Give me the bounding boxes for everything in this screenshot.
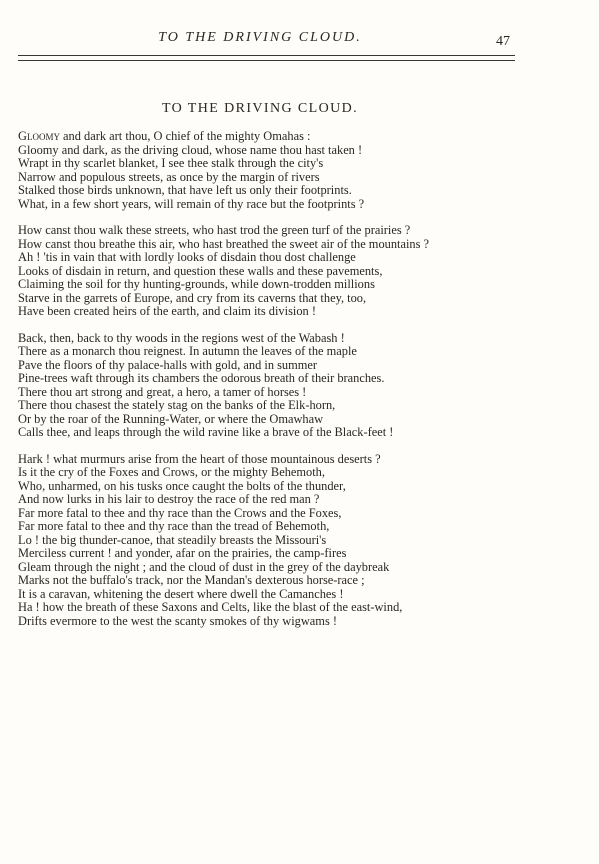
running-title: TO THE DRIVING CLOUD. — [158, 30, 362, 45]
poem-line: Drifts evermore to the west the scanty smokes of thy wigwams ! — [18, 613, 337, 628]
poem-line: How canst thou walk these streets, who hast trod the green turf of the prairies ? — [18, 223, 411, 237]
poem-line: Pave the floors of thy palace-halls with gold, and in summer — [18, 357, 318, 372]
poem-line: Narrow and populous streets, as once by the margin of rivers — [18, 169, 320, 184]
poem-line: Ha ! how the breath of these Saxons and Celts, like the blast of the east-wind, — [18, 600, 403, 614]
poem-line: Calls thee, and leaps through the wild ravine like a brave of the Black-feet ! — [18, 425, 394, 439]
page-number: 47 — [496, 34, 510, 49]
poem-line: There as a monarch thou reignest. In autumn the leaves of the maple — [18, 344, 357, 358]
poem-line: Ah ! 'tis in vain that with lordly looks of disdain thou dost challenge — [18, 250, 356, 264]
poem-line-opening — [18, 130, 516, 144]
poem-line: There thou art strong and great, a hero, a tamer of horses ! — [18, 384, 307, 399]
poem-line: How canst thou breathe this air, who hast breathed the sweet air of the mountains ? — [18, 236, 430, 251]
poem-line: Starve in the garrets of Europe, and cry from its caverns that they, too, — [18, 290, 367, 305]
header-rule-top — [18, 55, 515, 56]
poem-line: What, in a few short years, will remain of thy race but the footprints ? — [18, 196, 365, 211]
poem-line: Back, then, back to thy woods in the regions west of the Wabash ! — [18, 330, 345, 345]
stanza-2 — [18, 224, 516, 319]
poem-body — [18, 130, 516, 628]
poem-line: Is it the cry of the Foxes and Crows, or the mighty Behemoth, — [18, 465, 325, 479]
header-rule-bottom — [18, 60, 515, 61]
stanza-3 — [18, 332, 516, 440]
running-head — [0, 30, 599, 52]
opening-line-text: and dark art thou, O chief of the mighty Omahas : — [59, 129, 311, 143]
poem-line: Have been created heirs of the earth, and claim its division ! — [18, 304, 316, 318]
stanza-4 — [18, 453, 516, 629]
poem-line: Hark ! what murmurs arise from the heart of those mountainous deserts ? — [18, 451, 381, 466]
poem-line: Gleam through the night ; and the cloud of dust in the grey of the daybreak — [18, 559, 390, 574]
poem-line: There thou chasest the stately stag on the banks of the Elk-horn, — [18, 398, 336, 412]
poem-line: It is a caravan, whitening the desert where dwell the Camanches ! — [18, 586, 344, 601]
poem-line: Pine-trees waft through its chambers the odorous breath of their branches. — [18, 371, 385, 385]
poem-line: Merciless current ! and yonder, afar on the prairies, the camp-fires — [18, 546, 347, 560]
poem-line: Wrapt in thy scarlet blanket, I see thee stalk through the city's — [18, 156, 324, 170]
initial-word: Gloomy — [18, 129, 60, 143]
poem-line: Claiming the soil for thy hunting-grounds, while down-trodden millions — [18, 277, 375, 291]
poem-title: TO THE DRIVING CLOUD. — [161, 101, 359, 116]
poem-line: Who, unharmed, on his tusks once caught the bolts of the thunder, — [18, 478, 346, 493]
poem-line: Gloomy and dark, as the driving cloud, whose name thou hast taken ! — [18, 142, 363, 157]
poem-line: Stalked those birds unknown, that have left us only their footprints. — [18, 183, 352, 197]
stanza-1 — [18, 130, 516, 211]
poem-line: Far more fatal to thee and thy race than the tread of Behemoth, — [18, 519, 330, 533]
poem-line: Marks not the buffalo's track, nor the Mandan's dexterous horse-race ; — [18, 573, 365, 587]
poem-line: Far more fatal to thee and thy race than the Crows and the Foxes, — [18, 505, 342, 520]
poem-line: Looks of disdain in return, and question these walls and these pavements, — [18, 263, 383, 278]
poem-line: And now lurks in his lair to destroy the race of the red man ? — [18, 492, 320, 506]
poem-line: Lo ! the big thunder-canoe, that steadily breasts the Missouri's — [18, 532, 327, 547]
poem-line: Or by the roar of the Running-Water, or where the Omawhaw — [18, 411, 324, 426]
